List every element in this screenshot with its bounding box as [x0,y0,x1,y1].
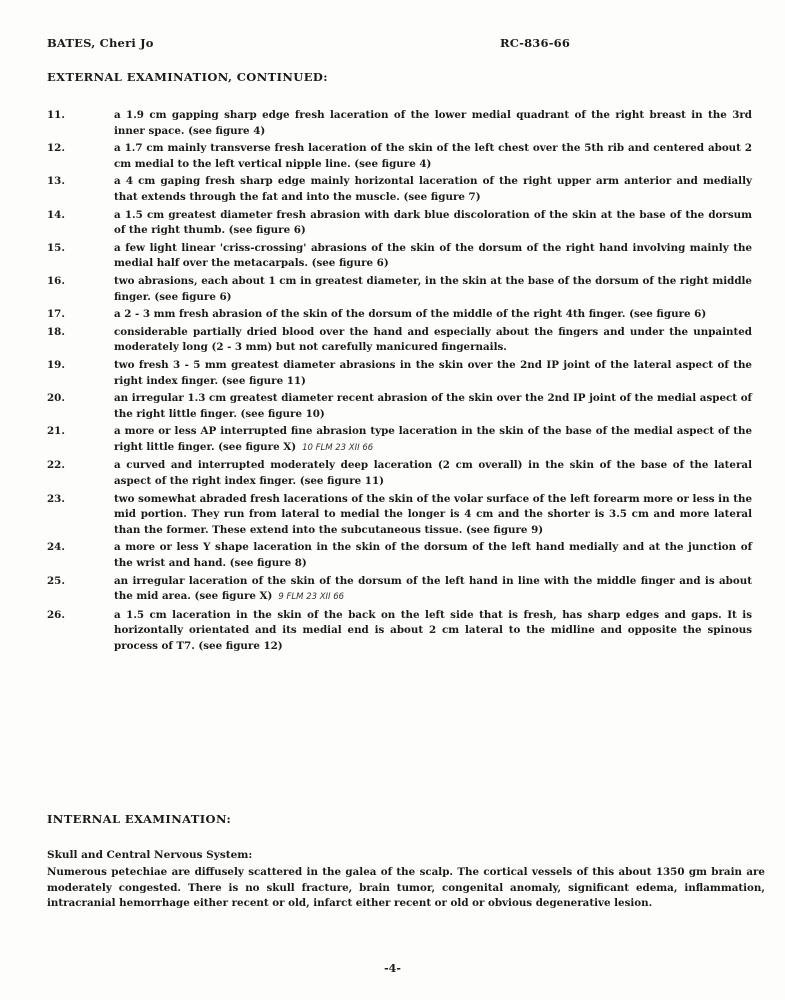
finding-number: 18. [47,325,65,338]
case-number: RC-836-66 [500,36,571,50]
finding-number: 16. [47,274,65,287]
finding-number: 25. [47,574,65,587]
finding-text [114,391,752,422]
finding-item [47,540,752,571]
finding-number: 11. [47,109,65,121]
external-findings-list [47,108,752,657]
finding-number: 24. [47,541,65,554]
internal-section-title: INTERNAL EXAMINATION: [47,812,232,826]
finding-text [114,325,752,356]
finding-number: 21. [47,425,65,438]
finding-text [114,174,752,205]
finding-description: a curved and interrupted moderately deep laceration (2 cm overall) in the skin of the base of the lateral aspect of the right index finger. (see figure 11) [114,459,752,488]
external-section-title: EXTERNAL EXAMINATION, CONTINUED: [47,70,328,84]
finding-text [114,141,752,172]
skull-cns-subtitle: Skull and Central Nervous System: [47,849,253,861]
finding-item [47,424,752,456]
finding-description: an irregular 1.3 cm greatest diameter recent abrasion of the skin over the 2nd IP joint of the medial aspect of the right little finger. (see figure 10) [114,392,752,420]
finding-number: 26. [47,608,65,621]
finding-text [114,424,752,456]
finding-text [114,274,752,305]
finding-description: two fresh 3 - 5 mm greatest diameter abrasions in the skin over the 2nd IP joint of the lateral aspect of the right index finger. (see figure 11) [114,358,752,387]
page-number: -4- [384,962,401,975]
finding-item [47,458,752,489]
finding-description: a 1.9 cm gapping sharp edge fresh laceration of the lower medial quadrant of the right breast in the 3rd inner space. (see figure 4) [114,109,752,137]
finding-text [114,307,752,323]
finding-text [114,241,752,272]
finding-text [114,458,752,489]
finding-item [47,574,752,606]
finding-item [47,358,752,389]
finding-text [114,208,752,239]
finding-description: considerable partially dried blood over the hand and especially about the fingers and under the unpainted moderately long (2 - 3 mm) but not carefully manicured fingernails. [114,325,752,354]
finding-item [47,241,752,272]
handwritten-annotation: 10 FLM 23 XII 66 [302,442,374,453]
finding-item [47,492,752,539]
finding-number: 13. [47,175,65,188]
finding-description: a more or less AP interrupted fine abrasion type laceration in the skin of the base of the medial aspect of the right little finger. (see figure X) [114,425,752,453]
finding-number: 19. [47,358,65,371]
finding-text [114,540,752,571]
finding-number: 17. [47,308,65,321]
finding-item [47,325,752,356]
finding-number: 12. [47,142,65,155]
finding-description: an irregular laceration of the skin of the dorsum of the left hand in line with the middle finger and is about the mid area. (see figure X) [114,574,752,603]
finding-description: a 2 - 3 mm fresh abrasion of the skin of the dorsum of the middle of the right 4th finger. (see figure 6) [114,308,707,321]
handwritten-annotation: 9 FLM 23 XII 66 [278,592,345,603]
finding-item [47,108,752,139]
finding-number: 20. [47,392,65,405]
finding-description: a 1.5 cm greatest diameter fresh abrasion with dark blue discoloration of the skin at the base of the dorsum of the right thumb. (see figure 6) [114,208,752,237]
finding-description: a more or less Y shape laceration in the skin of the dorsum of the left hand medially and at the junction of the wrist and hand. (see figure 8) [114,541,752,570]
patient-name: BATES, Cheri Jo [47,36,154,50]
finding-number: 22. [47,459,65,472]
finding-description: a 1.7 cm mainly transverse fresh laceration of the skin of the left chest over the 5th rib and centered about 2 cm medial to the left vertical nipple line. (see figure 4) [114,142,752,170]
finding-text [114,574,752,606]
finding-description: a 4 cm gaping fresh sharp edge mainly horizontal laceration of the right upper arm anterior and medially that extends through the fat and into the muscle. (see figure 7) [114,175,752,203]
finding-text [114,608,752,655]
skull-cns-paragraph: Numerous petechiae are diffusely scattered in the galea of the scalp. The cortical vessels of this about 1350 gm brain are moderately congested. There is no skull fracture, brain tumor, congenital anomaly, significant edema, inflammation, intracranial hemorrhage either recent or old, infarct either recent or old or obvious degenerative lesion. [47,866,765,910]
finding-item [47,208,752,239]
finding-item [47,391,752,422]
finding-number: 15. [47,241,65,254]
finding-item [47,608,752,655]
finding-text [114,108,752,139]
finding-text [114,358,752,389]
finding-number: 23. [47,492,65,505]
finding-item [47,307,752,323]
finding-item [47,141,752,172]
finding-item [47,274,752,305]
finding-number: 14. [47,208,65,221]
finding-description: a few light linear 'criss-crossing' abrasions of the skin of the dorsum of the right hand involving mainly the medial half over the metacarpals. (see figure 6) [114,241,752,270]
finding-description: two abrasions, each about 1 cm in greatest diameter, in the skin at the base of the dorsum of the right middle finger. (see figure 6) [114,274,752,303]
finding-description: two somewhat abraded fresh lacerations of the skin of the volar surface of the left forearm more or less in the mid portion. They run from lateral to medial the longer is 4 cm and the shorter is 3.5 cm and more lateral than the former. These extend into the subcutaneous tissue. (see figure 9) [114,492,752,536]
finding-text [114,492,752,539]
finding-description: a 1.5 cm laceration in the skin of the back on the left side that is fresh, has sharp edges and gaps. It is horizontally orientated and its medial end is about 2 cm lateral to the midline and opposite the spinous process of T7. (see figure 12) [114,608,752,652]
finding-item [47,174,752,205]
